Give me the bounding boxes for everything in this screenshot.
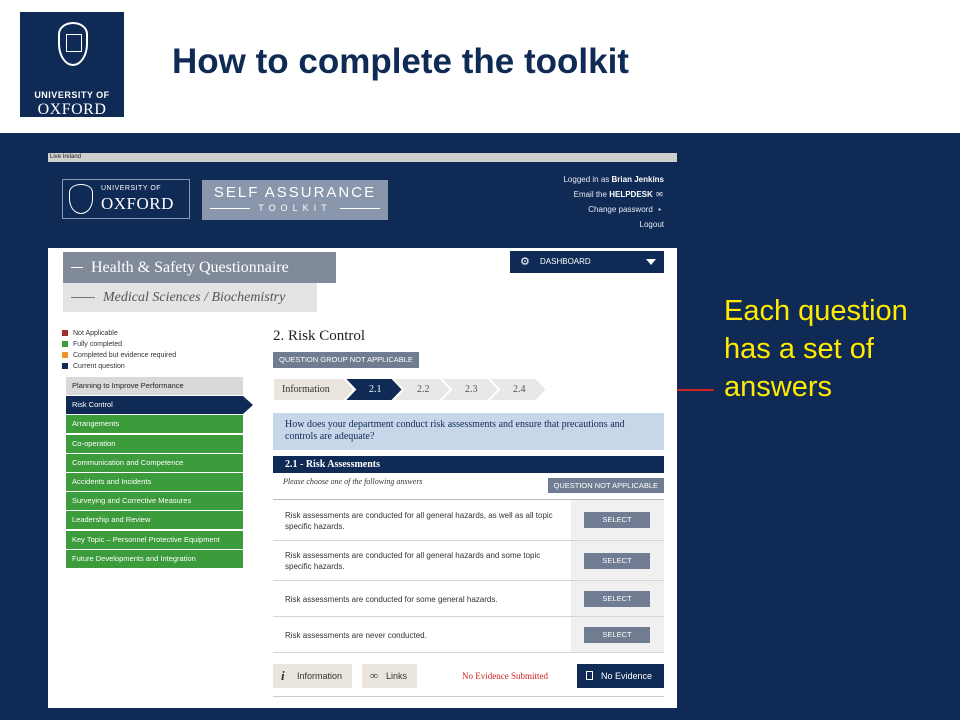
email-prefix: Email the (573, 190, 607, 199)
answer-action-cell (571, 581, 664, 616)
legend-swatch (62, 352, 68, 358)
step-2-2[interactable]: 2.2 (417, 384, 430, 395)
legend-label: Current question (73, 363, 125, 370)
document-icon (586, 671, 593, 680)
nav-item-risk-control[interactable]: Risk Control (66, 396, 243, 414)
info-icon: i (281, 668, 285, 683)
question-text: How does your department conduct risk assessments and ensure that precautions and controls are adequate? (273, 413, 664, 450)
no-evidence-button-label: No Evidence (601, 671, 653, 681)
nav-item-arrangements[interactable]: Arrangements (66, 415, 243, 433)
dashboard-label: DASHBOARD (540, 257, 591, 266)
change-password-link[interactable] (563, 202, 664, 217)
chevron-down-icon (646, 259, 656, 265)
nav-item-co-operation[interactable]: Co-operation (66, 435, 243, 453)
change-password-label: Change password (588, 205, 653, 214)
choose-row (273, 473, 664, 500)
legend-label: Not Applicable (73, 330, 118, 337)
legend-item (62, 328, 176, 339)
answer-text: Risk assessments are conducted for all general hazards and some topic specific hazards. (285, 551, 541, 571)
logo-line-1: UNIVERSITY OF (34, 90, 110, 100)
oxford-logo-line-1: UNIVERSITY OF (101, 185, 162, 192)
footer-divider (273, 696, 664, 697)
links-button-label: Links (386, 671, 408, 681)
answer-row (273, 541, 664, 581)
nav-item-accidents[interactable]: Accidents and Incidents (66, 473, 243, 491)
select-button[interactable]: SELECT (584, 512, 650, 528)
information-button-label: Information (297, 671, 343, 681)
legend-item (62, 350, 176, 361)
questionnaire-title: Health & Safety Questionnaire (63, 252, 336, 283)
nav-item-surveying[interactable]: Surveying and Corrective Measures (66, 492, 243, 510)
browser-top-strip: Live Ireland (48, 153, 677, 162)
crest-icon (69, 184, 93, 214)
nav-item-communication[interactable]: Communication and Competence (66, 454, 243, 472)
select-button[interactable]: SELECT (584, 553, 650, 569)
logged-in-line (563, 172, 664, 187)
logged-in-prefix: Logged in as (563, 175, 610, 184)
select-button[interactable]: SELECT (584, 627, 650, 643)
nav-item-future[interactable]: Future Developments and Integration (66, 550, 243, 568)
answer-row (273, 500, 664, 541)
toolkit-screenshot (48, 153, 677, 708)
user-name: Brian Jenkins (611, 175, 664, 184)
toolkit-logo-line-1: SELF ASSURANCE (213, 184, 377, 201)
helpdesk-label: HELPDESK (609, 190, 653, 199)
legend-item (62, 361, 176, 372)
step-information[interactable]: Information (282, 384, 330, 395)
logo-line-2: OXFORD (37, 101, 107, 118)
answer-text: Risk assessments are never conducted. (285, 631, 427, 640)
no-evidence-status: No Evidence Submitted (462, 671, 548, 681)
step-2-4[interactable]: 2.4 (513, 384, 526, 395)
department-name: Medical Sciences / Biochemistry (63, 283, 317, 312)
step-2-3[interactable]: 2.3 (465, 384, 478, 395)
answer-row (273, 617, 664, 653)
question-not-applicable-button[interactable]: QUESTION NOT APPLICABLE (548, 478, 664, 493)
legend-item (62, 339, 176, 350)
legend-label: Fully completed (73, 341, 123, 348)
legend-label: Completed but evidence required (73, 352, 177, 359)
envelope-icon: ✉ (656, 190, 663, 199)
nav-item-planning[interactable]: Planning to Improve Performance (66, 377, 243, 395)
section-nav (66, 377, 243, 569)
user-links (563, 172, 664, 232)
answer-text: Risk assessments are conducted for some general hazards. (285, 595, 498, 604)
section-title: 2. Risk Control (273, 328, 366, 344)
legend-swatch (62, 363, 68, 369)
nav-item-key-topic[interactable]: Key Topic – Personnel Protective Equipment (66, 531, 243, 549)
dashboard-dropdown[interactable] (510, 251, 664, 273)
question-stepper (273, 378, 664, 401)
slide-title: How to complete the toolkit (172, 42, 629, 81)
toolkit-logo-line-2: TOOLKIT (258, 203, 332, 213)
oxford-logo-line-2: OXFORD (101, 194, 174, 213)
logo-rule-right (340, 208, 380, 209)
subsection-header: 2.1 - Risk Assessments (273, 456, 664, 473)
nav-item-leadership[interactable]: Leadership and Review (66, 511, 243, 529)
question-panel (273, 328, 664, 653)
answer-action-cell (571, 541, 664, 580)
information-button[interactable] (273, 664, 352, 688)
status-legend (62, 328, 176, 372)
legend-swatch (62, 341, 68, 347)
app-header (48, 162, 677, 248)
choose-instruction: Please choose one of the following answers (283, 477, 423, 486)
gear-icon: ⚙ (520, 256, 530, 268)
toolkit-logo[interactable] (202, 180, 388, 220)
callout-text: Each question has a set of answers (724, 295, 908, 403)
question-footer (273, 664, 664, 688)
step-2-1[interactable]: 2.1 (369, 384, 382, 395)
logout-link[interactable]: Logout (639, 220, 664, 229)
answer-action-cell (571, 500, 664, 540)
app-body (48, 248, 677, 708)
crest-icon (58, 22, 88, 66)
link-icon: ∞ (370, 670, 378, 682)
no-evidence-button[interactable] (577, 664, 664, 688)
links-button[interactable] (362, 664, 417, 688)
oxford-logo[interactable] (62, 179, 190, 219)
answer-text: Risk assessments are conducted for all general hazards, as well as all topic specific hazards. (285, 511, 553, 531)
lock-icon: ▪ (658, 205, 661, 214)
select-button[interactable]: SELECT (584, 591, 650, 607)
university-logo (20, 12, 124, 117)
answer-action-cell (571, 617, 664, 652)
answer-row (273, 581, 664, 617)
group-not-applicable-button[interactable]: QUESTION GROUP NOT APPLICABLE (273, 352, 419, 368)
email-helpdesk-link[interactable] (563, 187, 664, 202)
legend-swatch (62, 330, 68, 336)
